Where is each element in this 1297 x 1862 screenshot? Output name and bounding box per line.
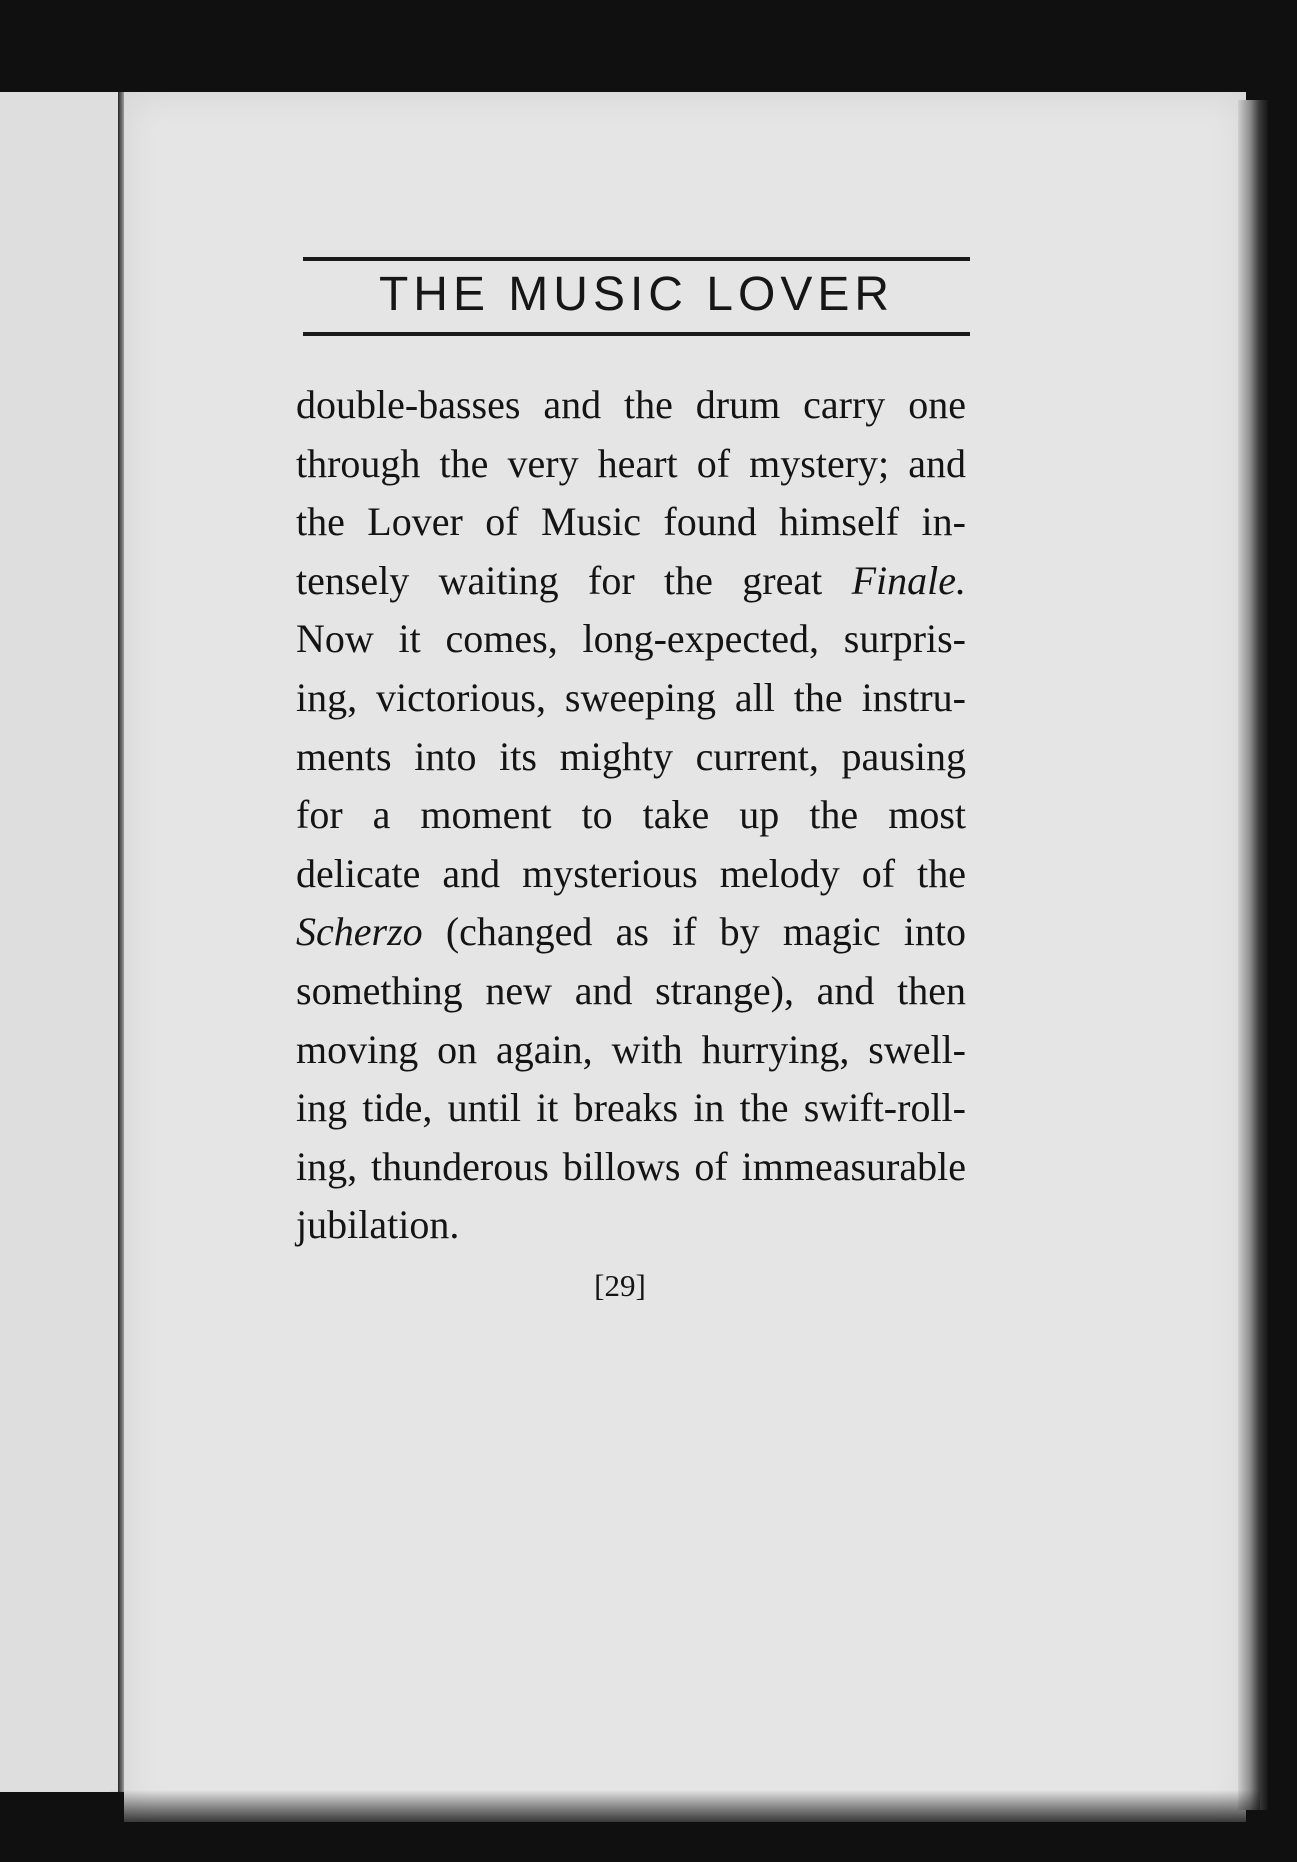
text-line: something new and strange), and then: [296, 967, 966, 1013]
text-segment: (changed as if by magic into: [422, 909, 966, 955]
text-segment: tensely waiting for the great: [296, 557, 852, 603]
italic-term: Scherzo: [296, 909, 423, 955]
text-line: Now it comes, long-expected, surpris-: [296, 616, 966, 662]
text-line: ing tide, until it breaks in the swift-roll-: [296, 1085, 966, 1131]
text-line: [296, 552, 966, 611]
text-line: ing, victorious, sweeping all the instru-: [296, 674, 966, 720]
text-line: through the very heart of mystery; and: [296, 440, 966, 486]
header-rule-top: [303, 257, 970, 261]
page-number: [29]: [594, 1268, 646, 1303]
text-line: double-basses and the drum carry one: [296, 382, 966, 427]
page-fore-edge: [1238, 100, 1268, 1810]
body-paragraph: [296, 376, 966, 1255]
page-bottom-shadow: [110, 1790, 1260, 1830]
text-line: ing, thunderous billows of immeasurable: [296, 1143, 966, 1189]
text-line: [296, 903, 966, 962]
running-head: THE MUSIC LOVER: [378, 268, 895, 321]
header-rule-bottom: [303, 332, 970, 336]
italic-term: Finale.: [851, 557, 966, 603]
text-line: moving on again, with hurrying, swell-: [296, 1026, 966, 1072]
text-line: jubilation.: [296, 1202, 460, 1248]
facing-page-edge: [0, 92, 130, 1792]
text-line: the Lover of Music found himself in-: [296, 499, 966, 545]
text-line: delicate and mysterious melody of the: [296, 850, 966, 896]
text-line: ments into its mighty current, pausing: [296, 733, 966, 779]
text-line: for a moment to take up the most: [296, 792, 966, 838]
